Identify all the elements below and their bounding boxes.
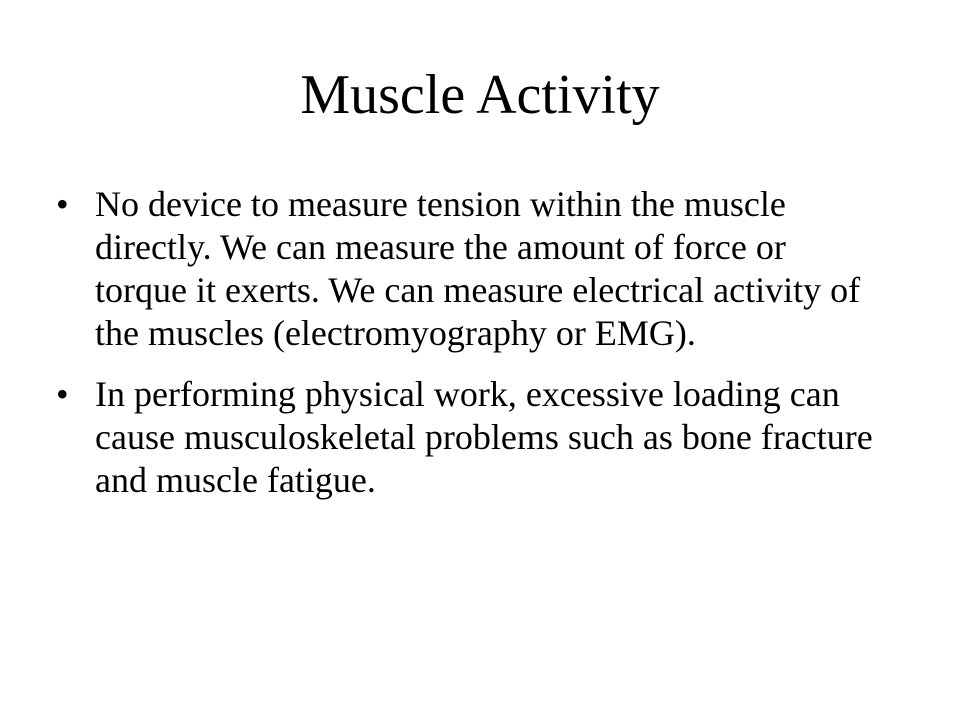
bullet-marker: •: [56, 184, 69, 224]
bullet-list: [56, 183, 886, 520]
bullet-item: [56, 183, 886, 355]
bullet-text: No device to measure tension within the muscle directly. We can measure the amount of force or torque it exerts. We can measure electrical activity of the muscles (electromyography or EMG).: [95, 184, 861, 353]
slide-title: Muscle Activity: [300, 64, 660, 126]
bullet-marker: •: [56, 374, 69, 414]
bullet-text: In performing physical work, excessive loading can cause musculoskeletal problems such as bone fracture and muscle fatigue.: [95, 374, 873, 500]
bullet-item: [56, 373, 886, 502]
